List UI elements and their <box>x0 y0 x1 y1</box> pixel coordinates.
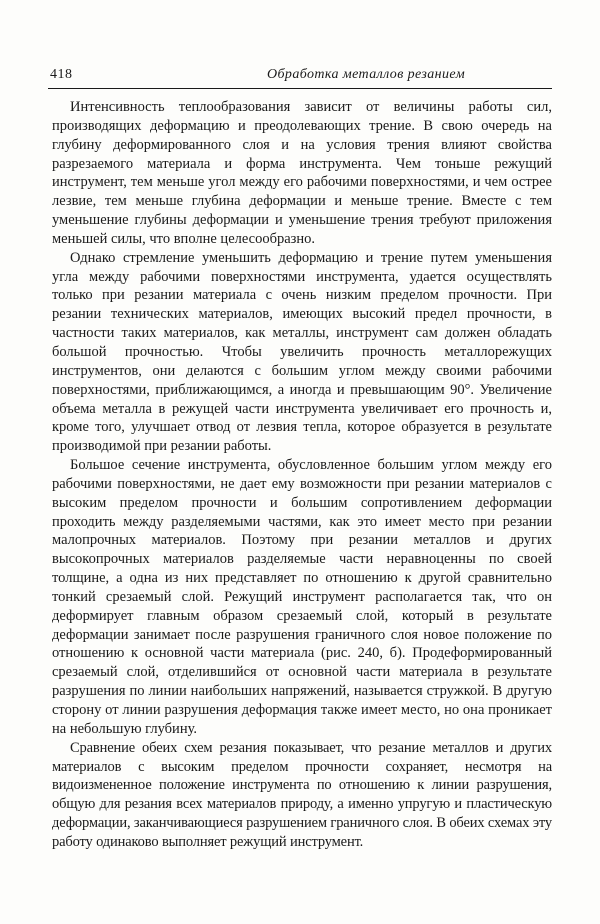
body-text <box>52 98 552 852</box>
running-title: Обработка металлов резанием <box>266 67 466 82</box>
paragraph-2: Однако стремление уменьшить деформацию и трение путем уменьшения угла между рабочими поверхностями инструмента, удается осуществлять только при резании материала с очень низким пределом прочности. При резании технических материалов, имеющих высокий предел прочности, в частности таких материалов, как металлы, инструмент сам должен обладать большой прочностью. Чтобы увеличить прочность металлорежущих инструментов, они делаются с большим углом между своими рабочими поверхностями, приближающимся, а иногда и превышающим 90°. Увеличение объема металла в режущей части инструмента увеличивает его прочность и, кроме того, улучшает отвод от лезвия тепла, которое образуется в результате производимой при резании работы. <box>52 249 552 455</box>
header-rule <box>48 88 552 89</box>
paragraph-3: Большое сечение инструмента, обусловленное большим углом между его рабочими поверхностями, не дает ему возможности при резании материалов с высоким пределом прочности и большим сопротивлением деформации проходить между разделяемыми частями, как это имеет место при резании малопрочных материалов. Поэтому при резании металлов и других высокопрочных материалов разделяемые части неравноценны по своей толщине, а одна из них представляет по отношению к другой сравнительно тонкий срезаемый слой. Режущий инструмент располагается так, что он деформирует главным образом срезаемый слой, который в результате деформации занимает после разрушения граничного слоя новое положение по отношению к основной части материала (рис. 240, б). Продеформированный срезаемый слой, отделившийся от основной части материала в результате разрушения по линии наибольших напряжений, называется стружкой. В другую сторону от линии разрушения деформация также имеет место, но она проникает на небольшую глубину. <box>52 457 552 737</box>
paragraph-4: Сравнение обеих схем резания показывает, что резание металлов и других материалов с высоким пределом прочности сохраняет, несмотря на видоизмененное положение инструмента по отношению к линии разрушения, общую для резания всех материалов природу, а именно упругую и пластическую деформации, заканчивающиеся разрушением граничного слоя. В обеих схемах эту работу одинаково выполняет режущий инструмент. <box>52 739 553 850</box>
page-number: 418 <box>50 67 73 82</box>
page-header <box>50 66 552 86</box>
paragraph-1: Интенсивность теплообразования зависит от величины работы сил, производящих деформацию и преодолевающих трение. В свою очередь на глубину деформированного слоя и на условия трения влияют свойства разрезаемого материала и форма инструмента. Чем тоньше режущий инструмент, тем меньше угол между его рабочими поверхностями, и чем острее лезвие, тем меньше глубина деформации и меньше трение. Вместе с тем уменьшение глубины деформации и уменьшение трения требуют приложения меньшей силы, что вполне целесообразно. <box>52 99 552 247</box>
